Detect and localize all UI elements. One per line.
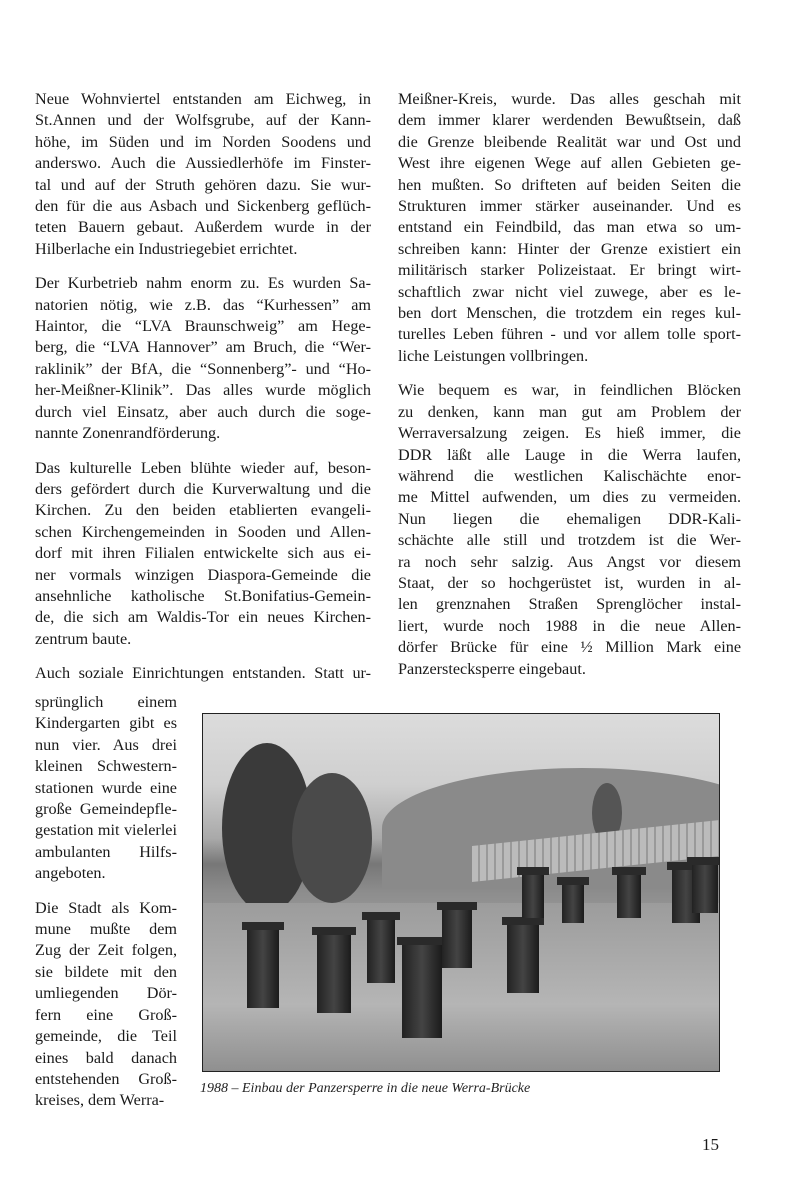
text-line: zentrum baute.	[35, 629, 132, 648]
text-line: entstehenden Groß-	[35, 1069, 177, 1088]
paragraph	[35, 663, 371, 684]
text-line: her-Meißner-Klinik”. Das alles wurde möglich	[35, 381, 371, 400]
text-line: schreiben kann: Hinter der Grenze existiert ein	[398, 239, 741, 258]
text-line: umliegenden Dör-	[35, 984, 177, 1003]
text-line: natorien nötig, wie z.B. das “Kurhessen” am	[35, 295, 371, 314]
text-line: ambulanten Hilfs-	[35, 842, 177, 861]
text-line: Staat, der so hochgerüstet ist, wurden in al-	[398, 573, 741, 592]
text-line: nannte Zonenrandförderung.	[35, 424, 221, 443]
text-line: ra noch sehr salzig. Aus Angst vor diesem	[398, 552, 741, 571]
text-line: ben dort Menschen, die trotzdem ein reges kul-	[398, 304, 741, 323]
text-line: militärisch starker Polizeistaat. Er bringt wirt-	[398, 261, 741, 280]
text-line: raklinik” der BfA, die “Sonnenberg”- und “Ho-	[35, 359, 371, 378]
narrow-column	[35, 692, 177, 1125]
photo-bridge-construction	[202, 713, 720, 1072]
paragraph	[35, 458, 371, 651]
text-line: len grenznahen Straßen Sprenglöcher instal-	[398, 595, 741, 614]
text-line: liert, wurde noch 1988 in die neue Allen-	[398, 616, 741, 635]
text-line: Auch soziale Einrichtungen entstanden. Statt ur-	[35, 664, 371, 683]
text-line: fern eine Groß-	[35, 1005, 177, 1024]
text-line: kreises, dem Werra-	[35, 1091, 165, 1110]
text-line: eines bald danach	[35, 1048, 177, 1067]
text-line: tal und auf der Struth gehören dazu. Sie wur-	[35, 175, 371, 194]
text-line: turelles Leben führen - und vor allem tolle sport-	[398, 325, 741, 344]
text-line: hen mußten. So drifteten auf beiden Seiten die	[398, 175, 741, 194]
text-line: Werraversalzung zeigen. Es hieß immer, die	[398, 424, 741, 443]
text-line: Wie bequem es war, in feindlichen Blöcken	[398, 381, 741, 400]
text-line: Die Stadt als Kom-	[35, 898, 177, 917]
text-line: dem immer klarer werdenden Bewußtsein, daß	[398, 111, 741, 130]
text-line: St.Annen und der Wolfsgrube, auf der Kann-	[35, 111, 371, 130]
right-column	[398, 89, 741, 693]
text-line: ansehnliche katholische St.Bonifatius-Gemein-	[35, 586, 371, 605]
text-line: Nun liegen die ehemaligen DDR-Kali-	[398, 509, 741, 528]
text-line: berg, die “LVA Hannover” am Bruch, die “Wer-	[35, 338, 371, 357]
text-line: Kirchen. Zu den beiden etablierten evangeli-	[35, 501, 371, 520]
paragraph	[398, 380, 741, 680]
text-line: die Grenze bleibende Realität war und Ost und	[398, 132, 741, 151]
text-line: sprünglich einem	[35, 693, 177, 711]
text-line: mune mußte dem	[35, 920, 177, 939]
text-line: Panzerstecksperre eingebaut.	[398, 659, 586, 678]
text-line: Hilberlache ein Industriegebiet errichtet.	[35, 239, 298, 258]
text-line: Der Kurbetrieb nahm enorm zu. Es wurden Sa-	[35, 274, 371, 293]
text-line: dorf mit ihren Filialen entwickelte sich aus ei-	[35, 544, 371, 563]
text-line: gemeinde, die Teil	[35, 1027, 177, 1046]
text-line: ner vormals winzigen Diaspora-Gemeinde die	[35, 565, 371, 584]
text-line: Meißner-Kreis, wurde. Das alles geschah mit	[398, 90, 741, 108]
text-line: zu denken, kann man gut am Problem der	[398, 402, 741, 421]
text-line: sie bildete mit den	[35, 962, 177, 981]
photo-frame	[202, 713, 720, 1072]
text-line: höhe, im Süden und im Norden Soodens und	[35, 132, 371, 151]
left-column	[35, 89, 371, 698]
text-line: schächte alle still und trotzdem ist die Wer-	[398, 531, 741, 550]
text-line: Strukturen immer stärker auseinander. Und es	[398, 197, 741, 216]
text-line: anderswo. Auch die Aussiedlerhöfe im Finster-	[35, 154, 371, 173]
text-line: entstand ein Feindbild, das man etwa so um-	[398, 218, 741, 237]
paragraph	[35, 273, 371, 444]
text-line: Neue Wohnviertel entstanden am Eichweg, in	[35, 90, 371, 108]
paragraph	[398, 89, 741, 367]
text-line: me Mittel aufwenden, um dies zu vermeiden.	[398, 488, 741, 507]
text-line: schen Kirchengemeinden in Sooden und Allen-	[35, 522, 371, 541]
text-line: große Gemeindepfle-	[35, 800, 177, 819]
text-line: West ihre eigenen Wege auf allen Gebieten ge-	[398, 154, 741, 173]
text-line: teten Bauern gebaut. Außerdem wurde in der	[35, 218, 371, 237]
text-line: den für die aus Asbach und Sickenberg geflüch-	[35, 197, 371, 216]
text-line: dörfer Brücke für eine ½ Million Mark eine	[398, 638, 741, 657]
text-line: gestation mit vielerlei	[35, 821, 177, 840]
text-line: nun vier. Aus drei	[35, 735, 177, 754]
text-line: Zug der Zeit folgen,	[35, 941, 177, 960]
text-line: Kindergarten gibt es	[35, 714, 177, 733]
text-line: durch viel Einsatz, aber auch durch die soge-	[35, 402, 371, 421]
text-line: DDR läßt alle Lauge in die Werra laufen,	[398, 445, 741, 464]
text-line: Das kulturelle Leben blühte wieder auf, beson-	[35, 458, 371, 477]
text-line: während die westlichen Kalischächte enor-	[398, 466, 741, 485]
page-number: 15	[702, 1135, 719, 1154]
text-line: stationen wurde eine	[35, 778, 177, 797]
text-line: Haintor, die “LVA Braunschweig” am Hege-	[35, 317, 371, 336]
paragraph	[35, 692, 177, 885]
text-line: schaftlich zwar nicht viel zuwege, aber es le-	[398, 282, 741, 301]
photo-caption: 1988 – Einbau der Panzersperre in die neue Werra-Brücke	[200, 1081, 531, 1096]
paragraph	[35, 89, 371, 260]
text-line: kleinen Schwestern-	[35, 757, 177, 776]
text-line: de, die sich am Waldis-Tor ein neues Kirchen-	[35, 608, 371, 627]
paragraph	[35, 898, 177, 1112]
text-line: ders gefördert durch die Kurverwaltung und die	[35, 479, 371, 498]
text-line: angeboten.	[35, 864, 106, 883]
text-line: liche Leistungen vollbringen.	[398, 346, 589, 365]
